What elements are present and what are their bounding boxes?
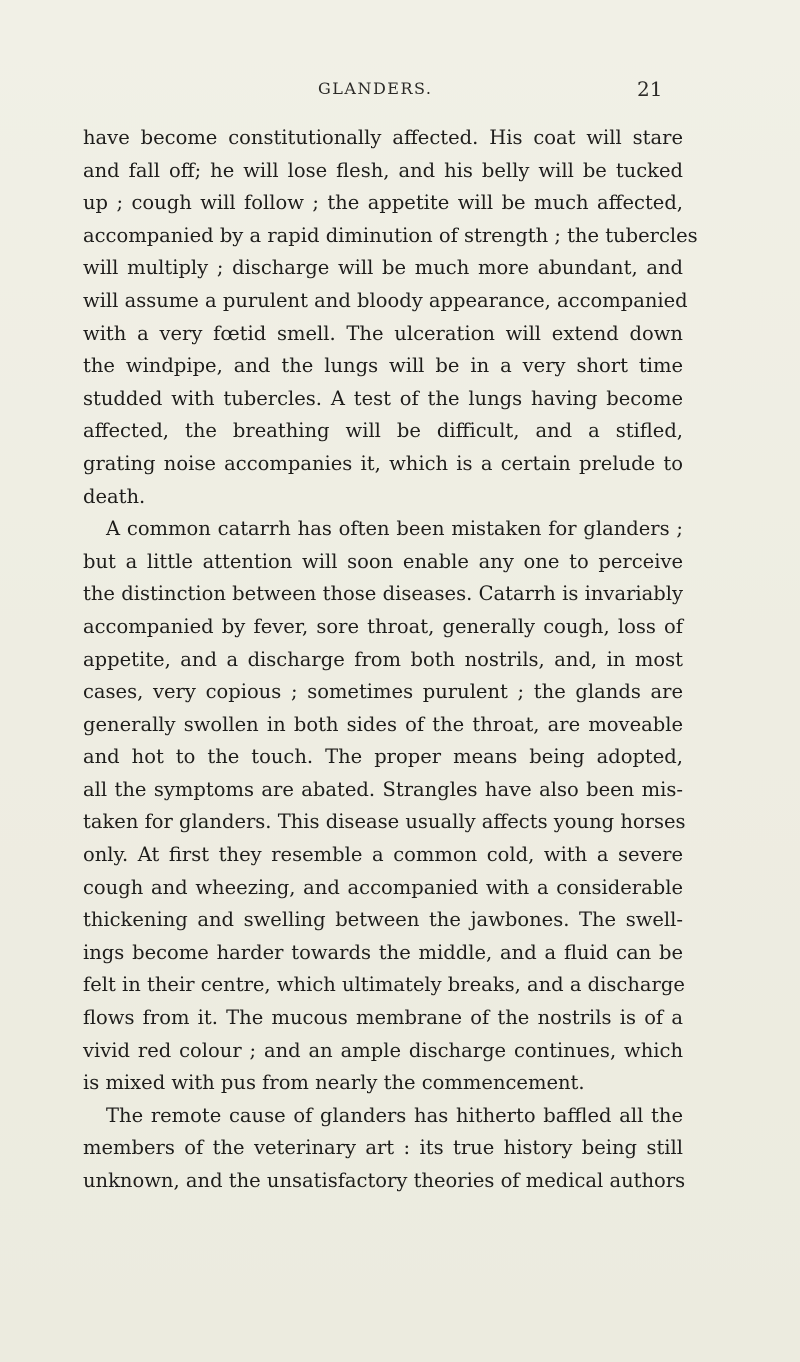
text-line: flows from it. The mucous membrane of the nostrils is of a	[83, 1006, 683, 1030]
text-line: ings become harder towards the middle, and a fluid can be	[83, 940, 683, 964]
text-line: cough and wheezing, and accompanied with a considerable	[83, 875, 683, 899]
text-line: and hot to the touch. The proper means being adopted,	[83, 745, 683, 769]
text-line: affected, the breathing will be difficult, and a stifled,	[83, 419, 683, 443]
text-line: thickening and swelling between the jawbones. The swell-	[83, 908, 683, 932]
running-title: GLANDERS.	[318, 79, 433, 98]
text-line: the distinction between those diseases. Catarrh is invariably	[83, 582, 683, 606]
text-line: generally swollen in both sides of the throat, are moveable	[83, 712, 683, 736]
text-line: is mixed with pus from nearly the commencement.	[83, 1071, 585, 1095]
text-line: studded with tubercles. A test of the lungs having become	[83, 386, 683, 410]
body-text	[83, 122, 698, 1198]
text-line: have become constitutionally affected. His coat will stare	[83, 126, 683, 149]
text-line: felt in their centre, which ultimately breaks, and a discharge	[83, 973, 685, 997]
text-line: with a very fœtid smell. The ulceration will extend down	[83, 321, 683, 345]
text-line: vivid red colour ; and an ample discharge continues, which	[83, 1038, 683, 1062]
text-line: unknown, and the unsatisfactory theories of medical authors	[83, 1169, 686, 1192]
text-line: the windpipe, and the lungs will be in a very short time	[83, 354, 683, 378]
text-line: and fall off; he will lose flesh, and his belly will be tucked	[83, 158, 683, 182]
text-line: taken for glanders. This disease usually affects young horses	[83, 810, 686, 834]
text-line: all the symptoms are abated. Strangles have also been mis-	[83, 777, 683, 801]
text-line: cases, very copious ; sometimes purulent ; the glands are	[83, 680, 683, 704]
text-line: members of the veterinary art : its true history being still	[83, 1136, 683, 1160]
text-line: will assume a purulent and bloody appearance, accompanied	[83, 288, 688, 312]
text-line: grating noise accompanies it, which is a certain prelude to	[83, 451, 683, 475]
text-line: death.	[83, 484, 146, 508]
text-line: The remote cause of glanders has hitherto baffled all the	[106, 1103, 683, 1127]
text-line: appetite, and a discharge from both nostrils, and, in most	[83, 647, 683, 671]
text-line: only. At first they resemble a common cold, with a severe	[83, 843, 683, 867]
text-line: accompanied by fever, sore throat, generally cough, loss of	[83, 614, 683, 638]
text-line: A common catarrh has often been mistaken for glanders ;	[106, 517, 683, 541]
text-line: up ; cough will follow ; the appetite will be much affected,	[83, 191, 683, 215]
text-line: but a little attention will soon enable any one to perceive	[83, 549, 683, 573]
text-line: will multiply ; discharge will be much more abundant, and	[83, 256, 683, 280]
page-number: 21	[637, 77, 663, 101]
text-line: accompanied by a rapid diminution of strength ; the tubercles	[83, 223, 698, 247]
